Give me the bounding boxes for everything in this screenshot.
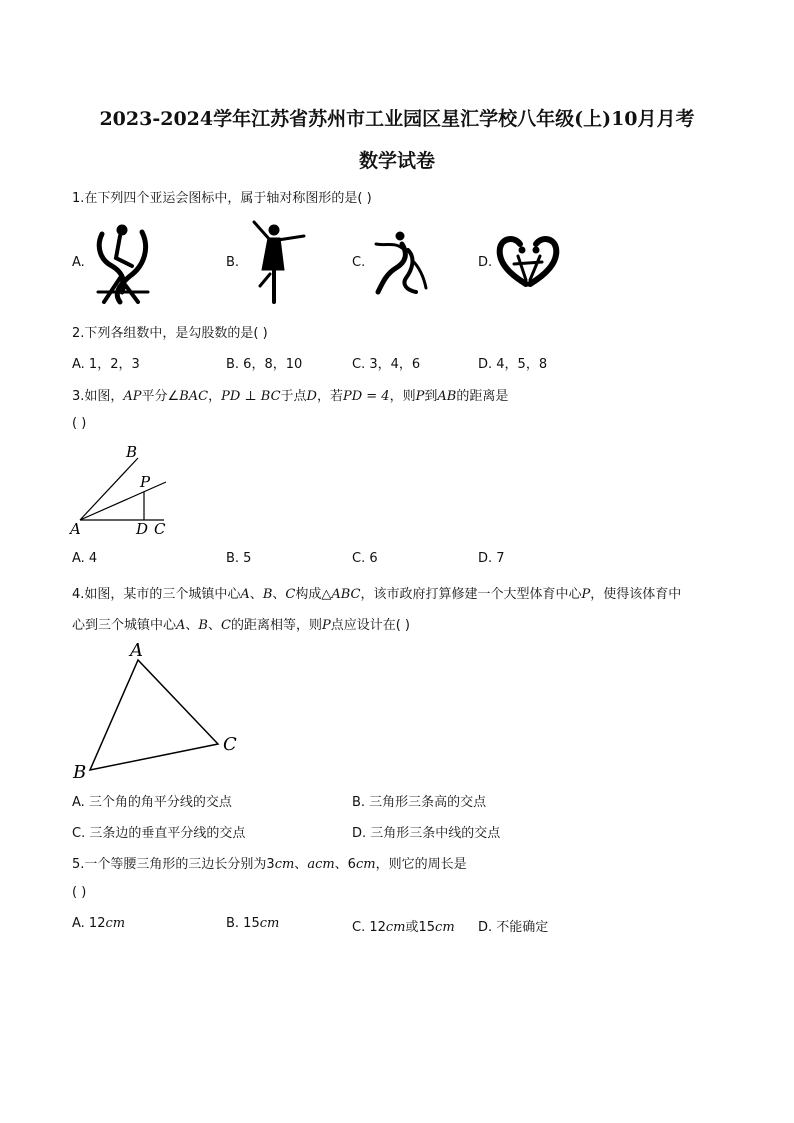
q4-label-b: B (73, 762, 87, 783)
q5-option-b: B. 15cm (226, 916, 280, 931)
q3-label-d: D (136, 520, 149, 538)
exam-title-line2: 数学试卷 (358, 150, 435, 172)
q1-option-b-label: B. (226, 255, 240, 270)
q4-figure (70, 640, 250, 785)
q4-option-b: B. 三角形三条高的交点 (352, 795, 487, 810)
q1-option-d-label: D. (478, 255, 493, 270)
q3-option-d: D. 7 (478, 551, 505, 566)
q3-answer-paren: ( ) (72, 416, 87, 431)
q2-stem: 2.下列各组数中，是勾股数的是( ) (72, 326, 268, 341)
exam-title-line1: 2023-2024学年江苏省苏州市工业园区星汇学校八年级(上)10月月考 (99, 108, 695, 130)
q4-option-c: C. 三条边的垂直平分线的交点 (72, 826, 246, 841)
q4-stem-line1: 4.如图，某市的三个城镇中心A、B、C构成△ABC，该市政府打算修建一个大型体育中心P，使得该体育中 (72, 587, 682, 602)
q1-option-a-emblem (92, 222, 154, 306)
q5-option-a: A. 12cm (72, 916, 126, 931)
q5-option-c: C. 12cm或15cm (352, 920, 455, 935)
q1-stem: 1.在下列四个亚运会图标中，属于轴对称图形的是( ) (72, 191, 372, 206)
q4-option-d: D. 三角形三条中线的交点 (352, 826, 501, 841)
q4-option-a: A. 三个角的角平分线的交点 (72, 795, 232, 810)
q5-stem: 5.一个等腰三角形的三边长分别为3cm、acm、6cm，则它的周长是 (72, 857, 467, 872)
q3-option-a: A. 4 (72, 551, 98, 566)
q3-label-c: C (154, 520, 166, 538)
q3-label-a: A (70, 520, 81, 538)
q4-stem-line2: 心到三个城镇中心A、B、C的距离相等，则P点应设计在( ) (72, 618, 410, 633)
q1-option-a-label: A. (72, 255, 85, 270)
q1-option-c-label: C. (352, 255, 366, 270)
q2-option-b: B. 6，8，10 (226, 357, 303, 372)
q3-option-b: B. 5 (226, 551, 252, 566)
q1-option-b-emblem (252, 220, 308, 308)
q2-option-a: A. 1，2，3 (72, 357, 140, 372)
q5-answer-paren: ( ) (72, 885, 87, 900)
q3-ray-ap (80, 482, 166, 520)
q4-label-a: A (130, 640, 143, 661)
q3-option-c: C. 6 (352, 551, 378, 566)
q4-label-c: C (223, 734, 237, 755)
q3-label-p: P (140, 473, 151, 491)
q3-label-b: B (126, 443, 138, 461)
q1-option-d-emblem (496, 234, 560, 290)
q4-triangle-abc (90, 660, 218, 770)
q3-ray-ab (80, 458, 138, 520)
q2-option-c: C. 3，4，6 (352, 357, 421, 372)
q1-option-c-emblem (372, 230, 430, 296)
q2-option-d: D. 4，5，8 (478, 357, 548, 372)
q3-stem: 3.如图，AP平分∠BAC，PD ⊥ BC于点D，若PD = 4，则P到AB的距离是 (72, 389, 509, 404)
q5-option-d: D. 不能确定 (478, 920, 549, 935)
q3-figure (68, 440, 178, 538)
